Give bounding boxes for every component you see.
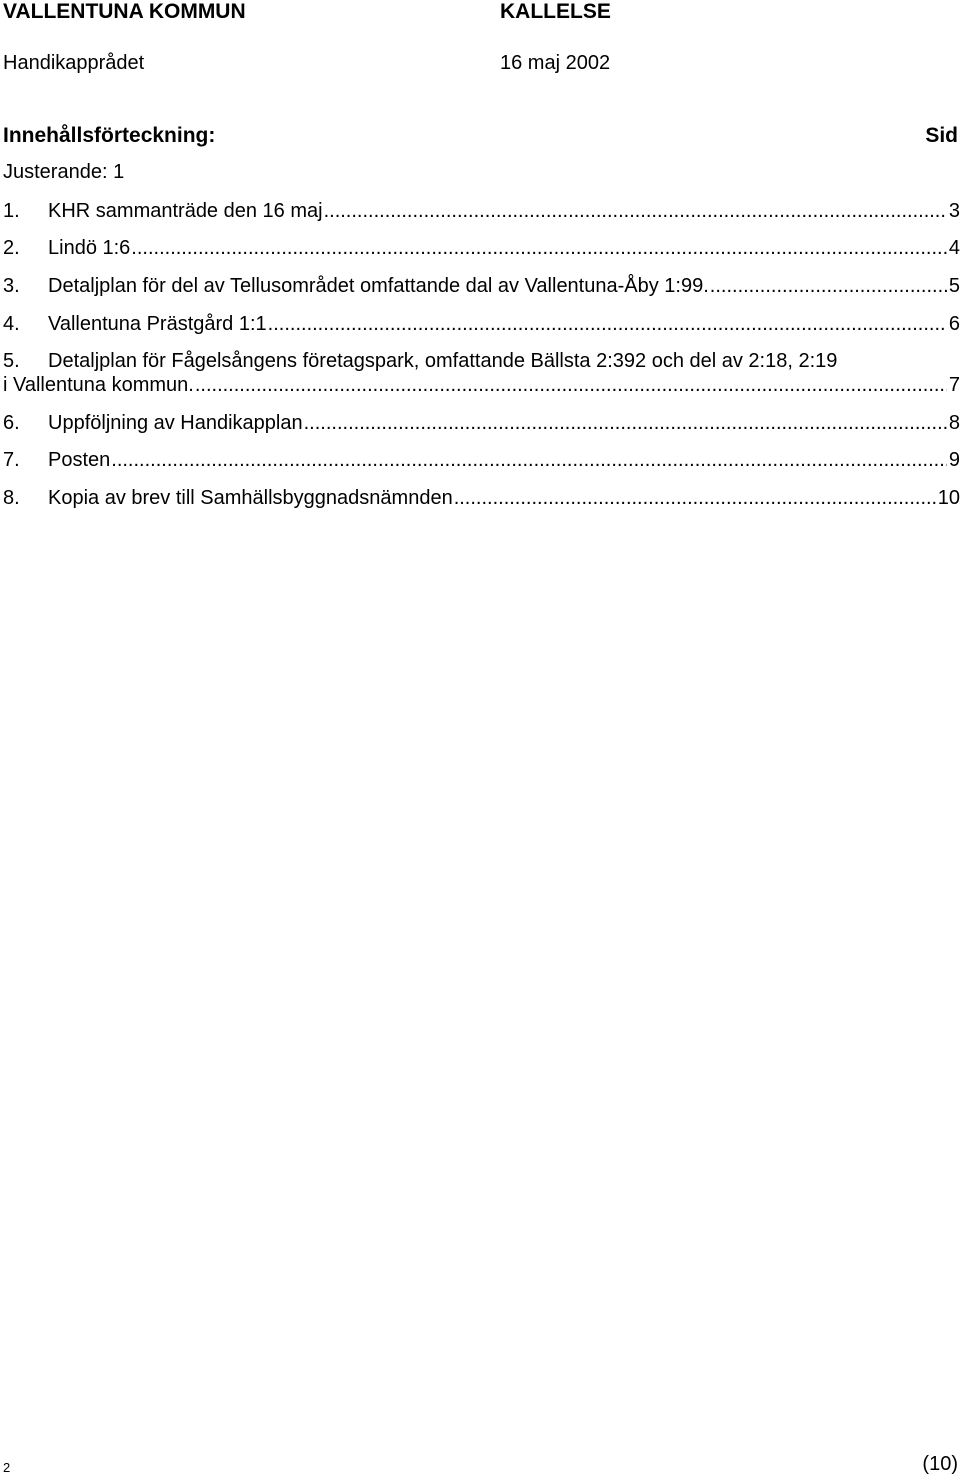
toc-entry-6[interactable] — [3, 411, 960, 435]
footer-total-pages: (10) — [922, 1453, 958, 1475]
toc-entry-5[interactable] — [3, 373, 960, 397]
toc-entry-8[interactable] — [3, 486, 960, 510]
toc-entry-text: KHR sammanträde den 16 maj — [48, 200, 323, 222]
toc-entry-text: Detaljplan för Fågelsångens företagspark, omfattande Bällsta 2:392 och del av 2:18, 2:19 — [48, 350, 838, 372]
toc-entry-text: Kopia av brev till Samhällsbyggnadsnämnden — [48, 487, 453, 509]
toc-dot-leader — [304, 411, 947, 435]
toc-dot-leader — [324, 199, 947, 223]
toc-entry-page: 9 — [948, 449, 960, 471]
toc-page-column-label: Sid — [925, 124, 958, 147]
toc-entry-page: 7 — [948, 374, 960, 396]
department-name: Handikapprådet — [3, 52, 145, 74]
toc-entry-page: 10 — [937, 487, 960, 509]
toc-entry-number: 4. — [3, 313, 20, 335]
toc-entry-text: Lindö 1:6 — [48, 237, 131, 259]
toc-entry-text: Posten — [48, 449, 111, 471]
toc-title: Innehållsförteckning: — [3, 124, 216, 147]
toc-entry-number: 8. — [3, 487, 20, 509]
toc-entry-number: 1. — [3, 200, 20, 222]
document-type: KALLELSE — [500, 0, 611, 23]
toc-dot-leader — [454, 486, 936, 510]
toc-entry-4[interactable] — [3, 312, 960, 336]
toc-entry-text: Vallentuna Prästgård 1:1 — [48, 313, 267, 335]
toc-entry-page: 4 — [948, 237, 960, 259]
toc-entry-number: 7. — [3, 449, 20, 471]
toc-entry-page: 8 — [948, 412, 960, 434]
toc-dot-leader — [268, 312, 947, 336]
toc-entry-5-first-line[interactable] — [3, 349, 960, 373]
toc-entry-number: 5. — [3, 350, 20, 372]
toc-dot-leader — [131, 236, 947, 260]
toc-dot-leader — [195, 373, 947, 397]
toc-entry-1[interactable] — [3, 199, 960, 223]
toc-entry-2[interactable] — [3, 236, 960, 260]
toc-entry-number: 2. — [3, 237, 20, 259]
adjuster-line: Justerande: 1 — [3, 161, 125, 183]
toc-entry-3[interactable] — [3, 274, 960, 298]
meeting-date: 16 maj 2002 — [500, 52, 611, 74]
org-name: VALLENTUNA KOMMUN — [3, 0, 246, 23]
toc-entry-page: 3 — [948, 200, 960, 222]
toc-entry-7[interactable] — [3, 448, 960, 472]
toc-dot-leader — [111, 448, 947, 472]
toc-entry-text: Uppföljning av Handikapplan — [48, 412, 303, 434]
footer-page-number: 2 — [3, 1460, 11, 1475]
toc-entry-number: 6. — [3, 412, 20, 434]
toc-entry-page: 5 — [948, 275, 960, 297]
toc-entry-text-continued: i Vallentuna kommun. — [3, 374, 194, 396]
toc-entry-text: Detaljplan för del av Tellusområdet omfattande dal av Vallentuna-Åby 1:99. — [48, 275, 709, 297]
toc-dot-leader — [710, 274, 947, 298]
toc-entry-number: 3. — [3, 275, 20, 297]
toc-entry-page: 6 — [948, 313, 960, 335]
